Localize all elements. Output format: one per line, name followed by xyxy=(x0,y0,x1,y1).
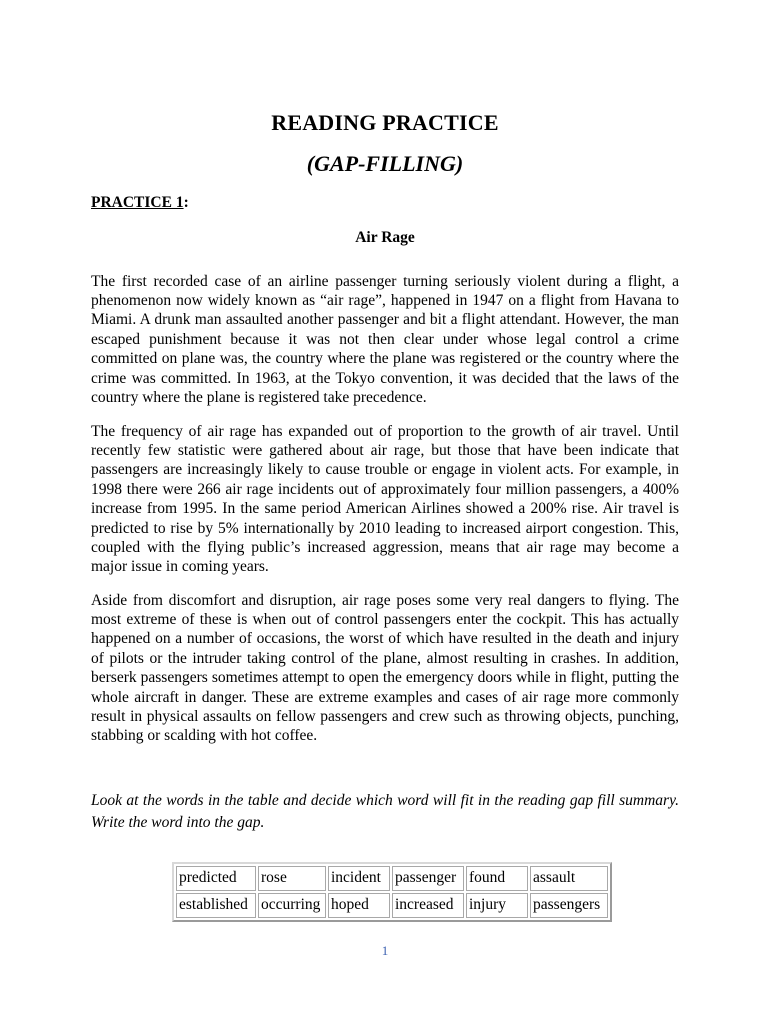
table-row xyxy=(176,866,608,891)
table-cell: occurring xyxy=(258,893,326,918)
table-cell: rose xyxy=(258,866,326,891)
practice-label-text: PRACTICE 1 xyxy=(91,194,184,211)
paragraph-2: The frequency of air rage has expanded out of proportion to the growth of air travel. Until recently few statistic were gathered about air rage, but those that have been indicate that passengers are increasingly likely to cause trouble or engage in violent acts. For example, in 1998 there were 266 air rage incidents out of approximately four million passengers, a 400% increase from 1995. In the same period American Airlines showed a 200% rise. Air travel is predicted to rise by 5% internationally by 2010 leading to increased airport congestion. This, coupled with the flying public’s increased aggression, means that air rage may become a major issue in coming years. xyxy=(91,422,679,576)
section-heading: Air Rage xyxy=(355,229,415,246)
paragraph-3: Aside from discomfort and disruption, air rage poses some very real dangers to flying. The most extreme of these is when out of control passengers enter the cockpit. This has actually happened on a number of occasions, the worst of which have resulted in the death and injury of pilots or the intruder taking control of the plane, almost resulting in crashes. In addition, berserk passengers sometimes attempt to open the emergency doors while in flight, putting the whole aircraft in danger. These are extreme examples and cases of air rage more commonly result in physical assaults on fellow passengers and crew such as throwing objects, punching, stabbing or scalding with hot coffee. xyxy=(91,591,679,745)
table-cell: injury xyxy=(466,893,528,918)
table-cell: assault xyxy=(530,866,608,891)
table-cell: passenger xyxy=(392,866,464,891)
document-subtitle: (GAP-FILLING) xyxy=(306,151,464,176)
table-cell: passengers xyxy=(530,893,608,918)
word-table xyxy=(172,862,612,922)
instruction-text: Look at the words in the table and decide which word will fit in the reading gap fill summary. Write the word into the gap. xyxy=(91,791,679,831)
table-cell: established xyxy=(176,893,256,918)
practice-label xyxy=(91,194,189,212)
table-row xyxy=(176,893,608,918)
document-title: READING PRACTICE xyxy=(271,110,499,135)
table-cell: increased xyxy=(392,893,464,918)
paragraph-1: The first recorded case of an airline passenger turning seriously violent during a flight, a phenomenon now widely known as “air rage”, happened in 1947 on a flight from Havana to Miami. A drunk man assaulted another passenger and bit a flight attendant. However, the man escaped punishment because it was not then clear under whose legal control a crime committed on plane was, the country where the plane was registered or the country where the crime was committed. In 1963, at the Tokyo convention, it was decided that the laws of the country where the plane is registered take precedence. xyxy=(91,272,679,406)
practice-label-colon: : xyxy=(183,194,189,211)
page-number: 1 xyxy=(381,943,389,958)
table-cell: predicted xyxy=(176,866,256,891)
table-cell: incident xyxy=(328,866,390,891)
table-cell: hoped xyxy=(328,893,390,918)
table-cell: found xyxy=(466,866,528,891)
